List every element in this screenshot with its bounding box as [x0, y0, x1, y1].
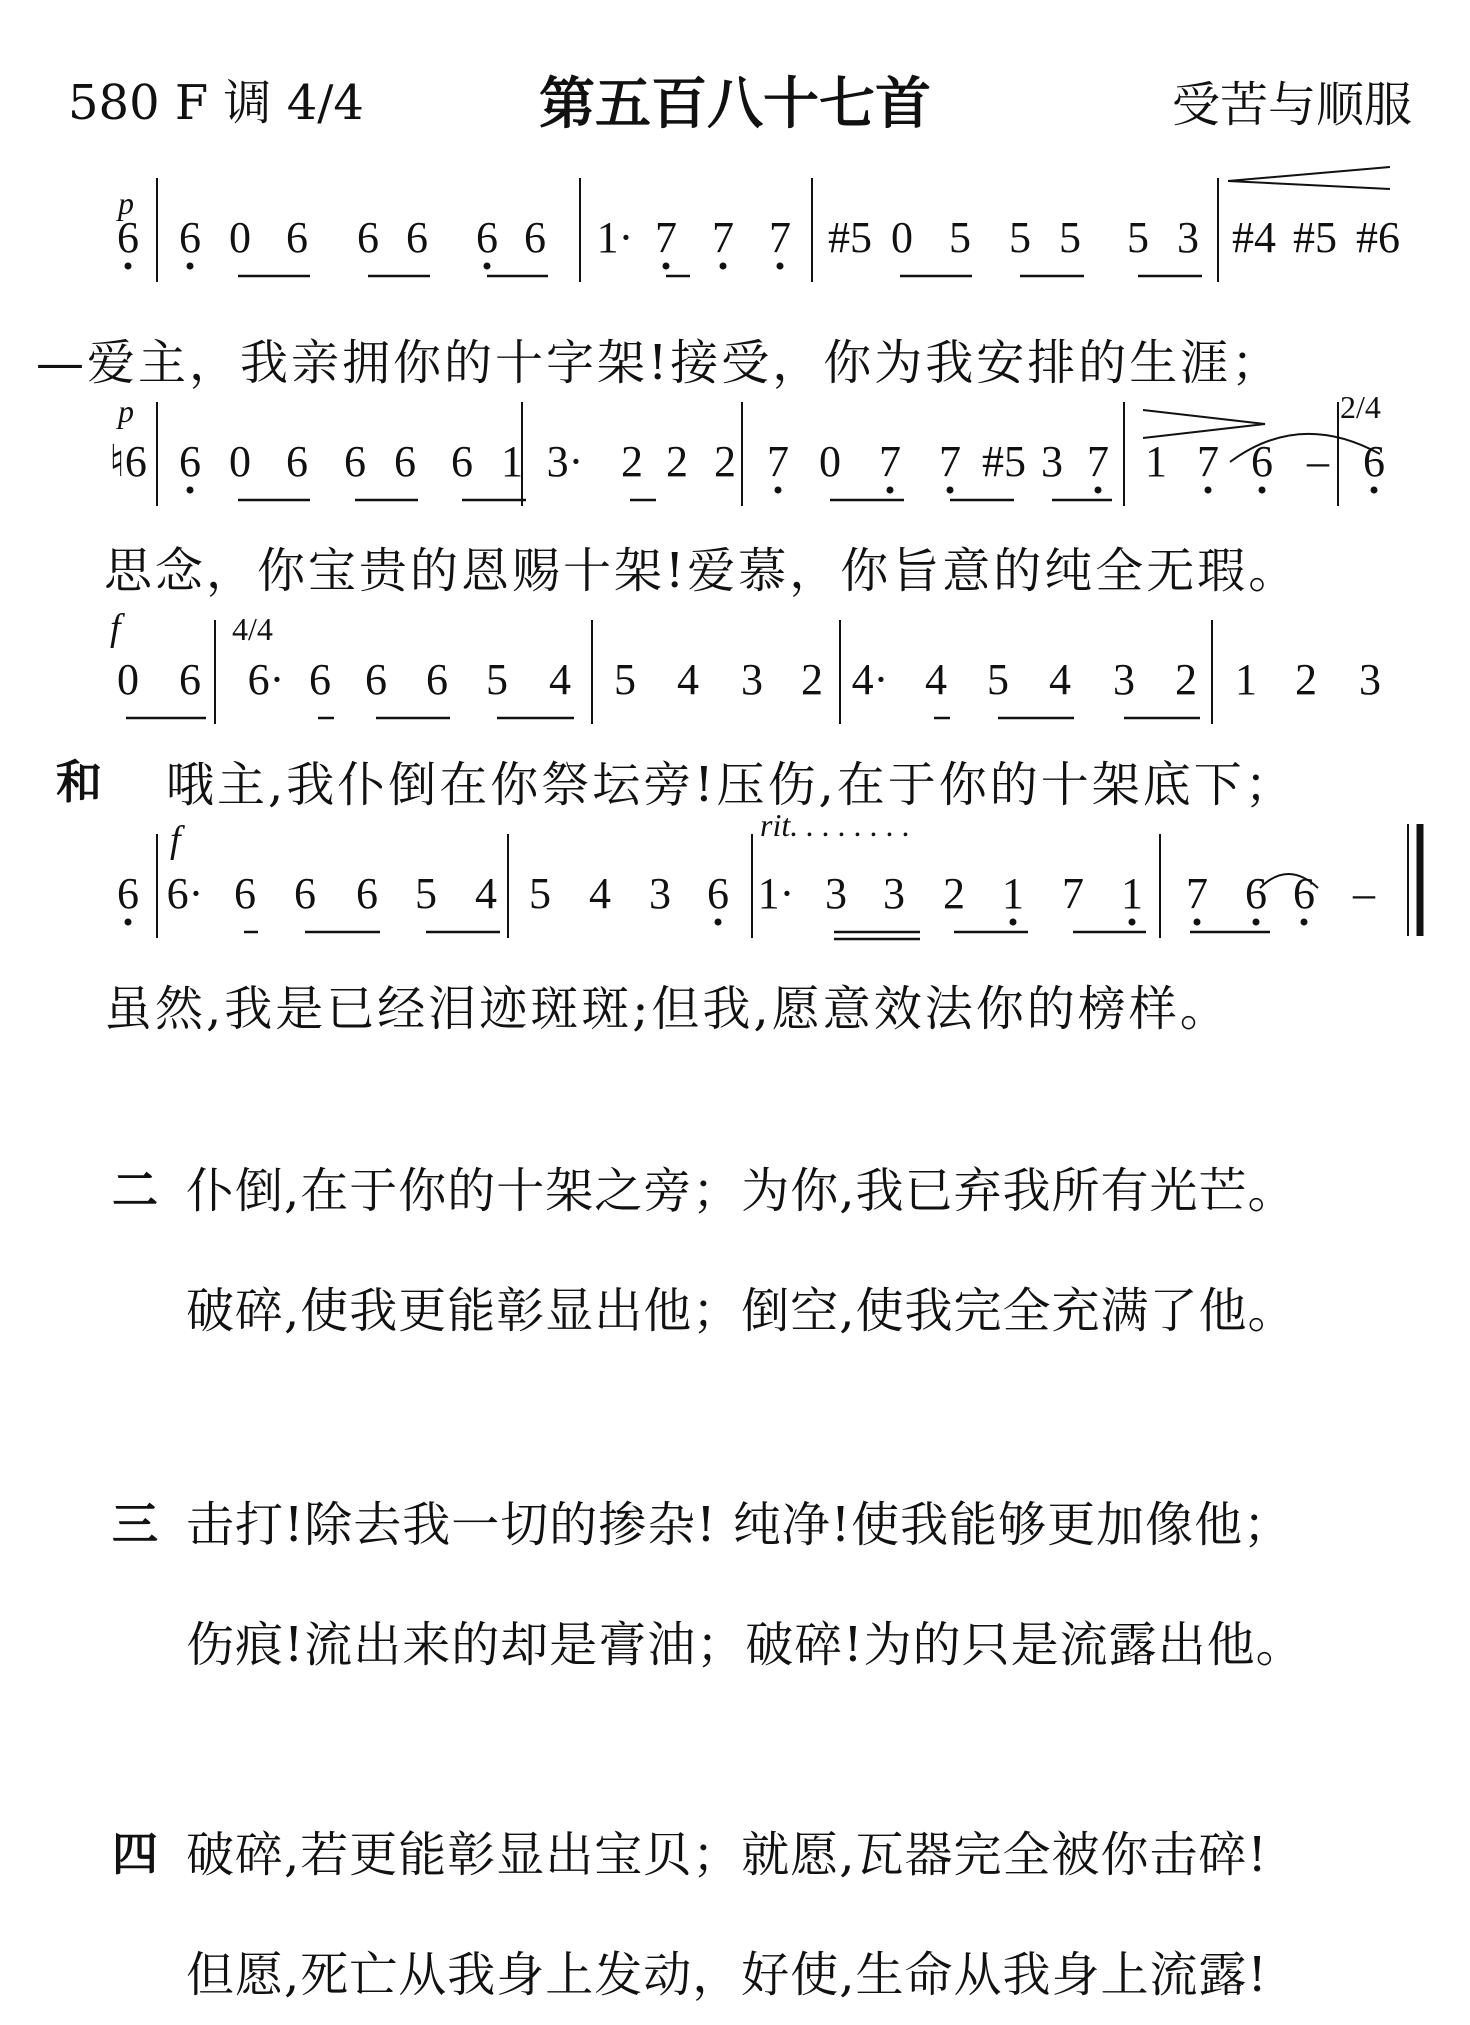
hymn-number-key-time: 580 F 调 4/4	[68, 75, 364, 131]
jianpu-note: 5	[1009, 213, 1031, 262]
jianpu-note: 7	[1186, 869, 1208, 918]
jianpu-note: 6	[1251, 437, 1273, 486]
jianpu-note: 5	[987, 655, 1009, 704]
jianpu-note: 6	[356, 869, 378, 918]
verse-line: 伤痕!流出来的却是膏油；破碎!为的只是流露出他。	[186, 1617, 1305, 1673]
jianpu-note: 6	[524, 213, 546, 262]
jianpu-note: 1	[1002, 869, 1024, 918]
jianpu-note: 6	[309, 655, 331, 704]
octave-dot-below	[775, 487, 782, 494]
lyric-line: —爱主，我亲拥你的十字架!接受，你为我安排的生涯；	[36, 335, 1283, 391]
jianpu-note: 6	[451, 437, 473, 486]
jianpu-note: 4	[589, 869, 611, 918]
jianpu-note: 1	[1121, 869, 1143, 918]
jianpu-note: 3·	[546, 437, 584, 486]
octave-dot-below	[715, 919, 722, 926]
octave-dot-below	[887, 487, 894, 494]
octave-dot-below	[187, 487, 194, 494]
verse-line: 仆倒,在于你的十架之旁；为你,我已弃我所有光芒。	[186, 1163, 1297, 1219]
jianpu-note: 3	[825, 869, 847, 918]
jianpu-note: 2	[943, 869, 965, 918]
jianpu-note: #6	[1356, 213, 1400, 262]
verse-line: 击打!除去我一切的掺杂! 纯净!使我能够更加像他；	[186, 1497, 1293, 1553]
verse-line: 破碎,使我更能彰显出他；倒空,使我完全充满了他。	[186, 1283, 1297, 1339]
octave-dot-below	[777, 263, 784, 270]
jianpu-note: 6·	[166, 869, 204, 918]
lyric-line: 哦主,我仆倒在你祭坛旁!压伤,在于你的十架底下；	[166, 757, 1296, 813]
jianpu-note: 6	[357, 213, 379, 262]
jianpu-note: 6	[476, 213, 498, 262]
jianpu-note: 3	[883, 869, 905, 918]
crescendo-hairpin	[1228, 167, 1390, 189]
time-signature: 2/4	[1340, 389, 1381, 425]
jianpu-note: 7	[655, 213, 677, 262]
hymn-category: 受苦与顺服	[1171, 77, 1412, 133]
jianpu-note: 2	[1175, 655, 1197, 704]
jianpu-note: 2	[801, 655, 823, 704]
octave-dot-below	[484, 263, 491, 270]
jianpu-note: 7	[712, 213, 734, 262]
octave-dot-below	[187, 263, 194, 270]
jianpu-note: 1·	[757, 869, 795, 918]
jianpu-note: 6	[365, 655, 387, 704]
jianpu-note: 2	[1295, 655, 1317, 704]
jianpu-note: 7	[1087, 437, 1109, 486]
jianpu-note: 5	[529, 869, 551, 918]
jianpu-note: 6	[234, 869, 256, 918]
jianpu-note: 5	[415, 869, 437, 918]
octave-dot-below	[1253, 919, 1260, 926]
jianpu-note: 0	[819, 437, 841, 486]
jianpu-note: 6	[426, 655, 448, 704]
dynamic-mark-f: f	[110, 607, 121, 649]
time-signature: 4/4	[232, 611, 273, 647]
jianpu-note: 7	[939, 437, 961, 486]
jianpu-note: 6	[1293, 869, 1315, 918]
jianpu-note: 0	[891, 213, 913, 262]
octave-dot-below	[125, 263, 132, 270]
jianpu-note: #4	[1232, 213, 1276, 262]
jianpu-note: 4·	[851, 655, 889, 704]
tempo-mark-rit: rit. . . . . . . .	[760, 807, 911, 843]
octave-dot-below	[720, 263, 727, 270]
octave-dot-below	[1301, 919, 1308, 926]
verse-number: 二	[112, 1163, 158, 1217]
jianpu-note: 4	[925, 655, 947, 704]
jianpu-note: 5	[486, 655, 508, 704]
jianpu-note: 6	[117, 213, 139, 262]
octave-dot-below	[1095, 487, 1102, 494]
jianpu-note: 0	[117, 655, 139, 704]
jianpu-note: 6	[394, 437, 416, 486]
jianpu-note: 3	[1113, 655, 1135, 704]
jianpu-note: #5	[1293, 213, 1337, 262]
octave-dot-below	[1129, 919, 1136, 926]
jianpu-note: 2	[666, 437, 688, 486]
jianpu-note: 4	[549, 655, 571, 704]
jianpu-note: 7	[1197, 437, 1219, 486]
verse-number: 三	[112, 1497, 158, 1551]
jianpu-note: 6	[707, 869, 729, 918]
decrescendo-hairpin	[1143, 410, 1265, 438]
octave-dot-below	[1010, 919, 1017, 926]
jianpu-note: 5	[614, 655, 636, 704]
jianpu-note: 2	[714, 437, 736, 486]
dynamic-mark-p: p	[118, 393, 134, 429]
jianpu-note: 5	[949, 213, 971, 262]
jianpu-note: 5	[1059, 213, 1081, 262]
jianpu-note: 7	[767, 437, 789, 486]
jianpu-note: 3	[1359, 655, 1381, 704]
jianpu-note: 6	[344, 437, 366, 486]
jianpu-note: 4	[475, 869, 497, 918]
jianpu-note: 0	[229, 437, 251, 486]
lyric-line: 虽然,我是已经泪迹斑斑;但我,愿意效法你的榜样。	[104, 981, 1231, 1037]
jianpu-note: 3	[1041, 437, 1063, 486]
jianpu-note: 2	[621, 437, 643, 486]
jianpu-note: 6	[1245, 869, 1267, 918]
jianpu-note: 4	[677, 655, 699, 704]
jianpu-note: 6	[179, 437, 201, 486]
jianpu-note: 6·	[247, 655, 285, 704]
jianpu-note: 6	[179, 213, 201, 262]
octave-dot-below	[947, 487, 954, 494]
jianpu-note: 3	[741, 655, 763, 704]
jianpu-note: 6	[1363, 437, 1385, 486]
jianpu-note: 6	[286, 437, 308, 486]
jianpu-note: #5	[982, 437, 1026, 486]
hymn-title: 第五百八十七首	[539, 71, 931, 137]
jianpu-note: 3	[1177, 213, 1199, 262]
jianpu-note: 6	[179, 655, 201, 704]
octave-dot-below	[1259, 487, 1266, 494]
octave-dot-below	[663, 263, 670, 270]
octave-dot-below	[1371, 487, 1378, 494]
jianpu-note: 4	[1049, 655, 1071, 704]
dynamic-mark-p: p	[118, 185, 134, 221]
jianpu-note: 6	[117, 869, 139, 918]
jianpu-note: 3	[649, 869, 671, 918]
jianpu-note: 6	[294, 869, 316, 918]
jianpu-note: 7	[769, 213, 791, 262]
verse-line: 但愿,死亡从我身上发动，好使,生命从我身上流露!	[186, 1947, 1268, 2003]
octave-dot-below	[1194, 919, 1201, 926]
jianpu-note: ♮6	[109, 437, 147, 486]
verse-number: 四	[112, 1827, 158, 1881]
verse-line: 破碎,若更能彰显出宝贝；就愿,瓦器完全被你击碎!	[186, 1827, 1268, 1883]
jianpu-note: 5	[1127, 213, 1149, 262]
verse-number: 和	[56, 755, 102, 809]
jianpu-note: 6	[286, 213, 308, 262]
jianpu-note: 1·	[596, 213, 634, 262]
jianpu-note: –	[1307, 437, 1329, 486]
lyric-line: 思念，你宝贵的恩赐十架!爱慕，你旨意的纯全无瑕。	[104, 543, 1300, 599]
jianpu-note: 1	[1235, 655, 1257, 704]
jianpu-note: 0	[229, 213, 251, 262]
octave-dot-below	[125, 919, 132, 926]
jianpu-note: 7	[1062, 869, 1084, 918]
jianpu-note: #5	[828, 213, 872, 262]
jianpu-note: –	[1353, 869, 1375, 918]
dynamic-mark-f: f	[170, 819, 181, 861]
jianpu-note: 1	[1145, 437, 1167, 486]
jianpu-note: 7	[879, 437, 901, 486]
jianpu-note: 1	[501, 437, 523, 486]
octave-dot-below	[1205, 487, 1212, 494]
jianpu-note: 6	[406, 213, 428, 262]
